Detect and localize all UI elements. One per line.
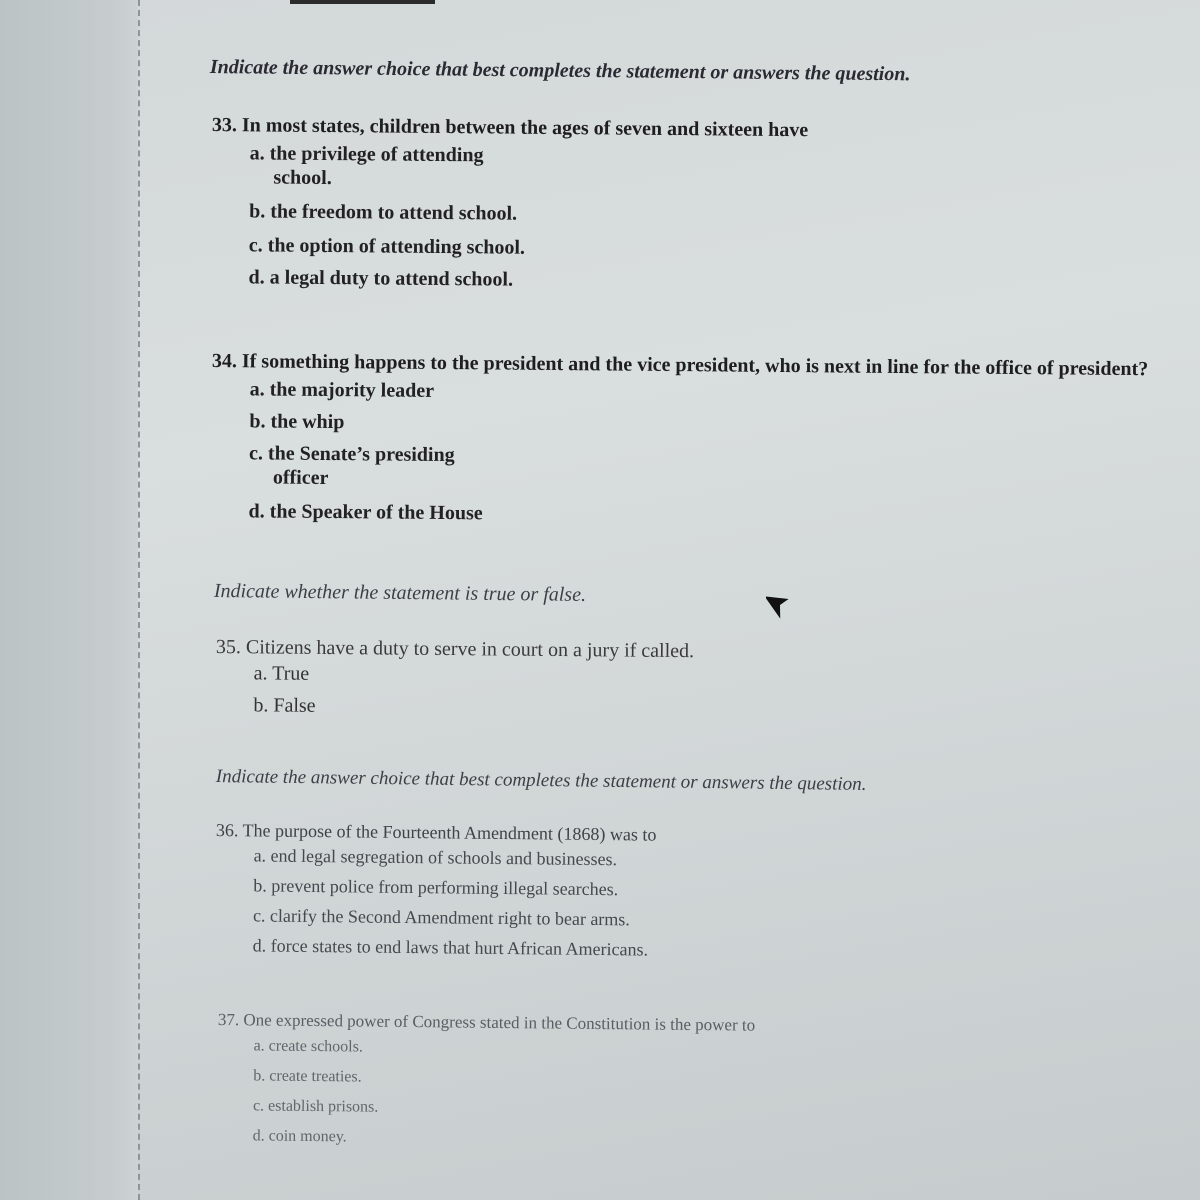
question-37 (217, 1010, 756, 1154)
answer-option-b[interactable]: b. prevent police from performing illegal searches. (253, 875, 619, 900)
answer-options (248, 141, 808, 294)
answer-option-c[interactable]: c. establish prisons. (252, 1097, 379, 1116)
question-36 (215, 820, 657, 962)
answer-option-d[interactable]: d. force states to end laws that hurt African Americans. (252, 935, 649, 960)
question-text: 33. In most states, children between the ages of seven and sixteen have (211, 114, 809, 142)
answer-options (253, 843, 657, 961)
top-bar-fragment (290, 0, 435, 4)
page-left-border (138, 0, 144, 1200)
answer-options (248, 377, 1148, 531)
answer-option-a[interactable]: a. end legal segregation of schools and businesses. (253, 845, 618, 870)
answer-option-a[interactable]: a. True (253, 662, 310, 685)
answer-option-d[interactable]: d. the Speaker of the House (248, 500, 483, 525)
section-instruction-3: Indicate the answer choice that best completes the statement or answers the question. (215, 766, 867, 795)
section-instruction-2: Indicate whether the statement is true or false. (213, 580, 587, 606)
answer-option-b[interactable]: b. create treaties. (253, 1067, 362, 1086)
section-instruction-1: Indicate the answer choice that best completes the statement or answers the question. (209, 56, 911, 86)
answer-option-b[interactable]: b. the whip (249, 410, 345, 434)
answer-option-a[interactable]: a. the majority leader (249, 378, 435, 402)
question-33 (210, 114, 808, 294)
question-34 (210, 350, 1148, 531)
question-text: 35. Citizens have a duty to serve in court on a jury if called. (215, 636, 695, 663)
answer-options (253, 1034, 755, 1153)
answer-option-b[interactable]: b. the freedom to attend school. (249, 200, 518, 225)
answer-option-a[interactable]: a. the privilege of attending school. (249, 142, 484, 190)
answer-option-c[interactable]: c. the option of attending school. (248, 234, 526, 259)
answer-option-d[interactable]: d. a legal duty to attend school. (248, 266, 514, 291)
answer-option-c[interactable]: c. clarify the Second Amendment right to bear arms. (252, 905, 630, 930)
answer-option-a[interactable]: a. create schools. (253, 1037, 363, 1056)
answer-option-b[interactable]: b. False (253, 694, 316, 717)
question-text: 37. One expressed power of Congress stated in the Constitution is the power to (217, 1010, 756, 1035)
answer-options (253, 661, 694, 721)
question-35 (215, 636, 694, 721)
question-text: 34. If something happens to the president and the vice president, who is next in line for the office of president? (211, 350, 1149, 381)
answer-option-c[interactable]: c. the Senate’s presiding officer (249, 442, 455, 490)
answer-option-d[interactable]: d. coin money. (252, 1127, 347, 1146)
monitor-left-margin (0, 0, 138, 1200)
question-text: 36. The purpose of the Fourteenth Amendment (1868) was to (215, 820, 657, 845)
